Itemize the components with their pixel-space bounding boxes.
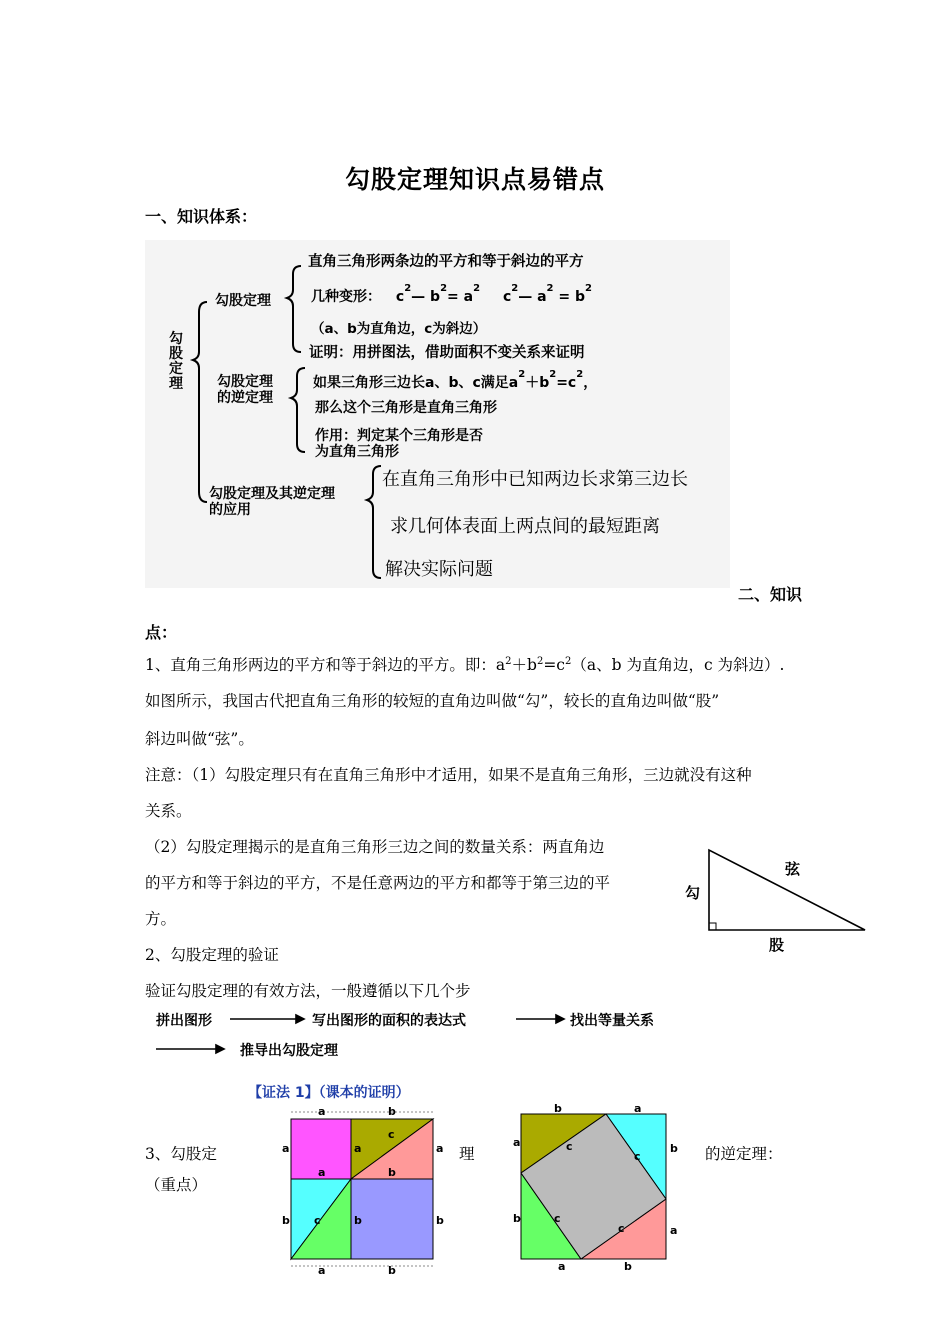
converse-heading-part1: 3、勾股定 (145, 1145, 217, 1163)
branch1-label: 勾股定理 (215, 293, 271, 309)
converse-heading-part2: 理 (459, 1145, 475, 1163)
fig1-label-b-left: b (282, 1214, 290, 1227)
section-heading-knowledge-points-part1: 二、知识 (738, 585, 803, 604)
theorem-naming-line: 如图所示，我国古代把直角三角形的较短的直角边叫做“勾”，较长的直角边叫做“股” (145, 692, 720, 710)
branch2-label: 勾股定理 的逆定理 (217, 374, 273, 406)
page-title: 勾股定理知识点易错点 (344, 165, 605, 194)
fig1-label-c-upper: c (388, 1128, 395, 1141)
fig2-label-c-1: c (566, 1140, 573, 1153)
verification-heading: 2、勾股定理的验证 (145, 946, 279, 964)
converse-heading-part3: 的逆定理： (705, 1145, 783, 1163)
right-triangle-figure (675, 840, 875, 955)
fig2-label-a-right: a (670, 1224, 678, 1237)
fig1-label-a-right: a (436, 1142, 444, 1155)
step-3: 找出等量关系 (570, 1013, 654, 1029)
triangle-label-xian: 弦 (785, 860, 801, 878)
triangle-label-gu: 股 (769, 936, 785, 954)
proof-caption: 【证法 1】（课本的证明） (248, 1085, 410, 1101)
converse-condition-formula: $a^2+b^2=c^2$， (508, 369, 598, 391)
fig2-label-a-left: a (513, 1136, 521, 1149)
fig1-label-a-top: a (318, 1105, 326, 1118)
triangle-label-gou: 勾 (685, 884, 701, 902)
variant-formula-1: $c^2—$ $b^2= a^2$ (395, 283, 481, 305)
fig1-label-a-bottom: a (318, 1264, 326, 1277)
fig1-label-b-inner: b (388, 1166, 396, 1179)
fig2-label-a-bottom: a (558, 1260, 566, 1273)
diagram-root-label: 勾股定理 (169, 331, 183, 392)
verification-intro: 验证勾股定理的有效方法，一般遵循以下几个步 (145, 982, 471, 1000)
proof-figure-1 (278, 1102, 448, 1277)
fig2-label-b-top: b (554, 1102, 562, 1115)
proof-figure-2-drawing (510, 1102, 685, 1277)
fig2-label-b-left: b (513, 1212, 521, 1225)
section-heading-knowledge-points-part2: 点： (145, 623, 178, 642)
fig2-label-b-bottom: b (624, 1260, 632, 1273)
fig1-label-a-mid: a (354, 1142, 362, 1155)
branch2-item1: 如果三角形三边长a、b、c满足$a^2+b^2=c^2$， (313, 369, 598, 391)
note-line-5: 方。 (145, 910, 177, 928)
branch2-item1-line2: 那么这个三角形是直角三角形 (315, 400, 497, 416)
branch3-item1: 在直角三角形中已知两边长求第三边长 (382, 469, 688, 490)
note-line-4: 的平方和等于斜边的平方，不是任意两边的平方和都等于第三边的平 (145, 874, 611, 892)
branch3-item3: 解决实际问题 (385, 559, 493, 580)
step-4: 推导出勾股定理 (240, 1043, 338, 1059)
branch1-item3: （a、b为直角边，c为斜边） (311, 321, 487, 337)
converse-key-point: （重点） (145, 1176, 208, 1194)
theorem-naming-line-2: 斜边叫做“弦”。 (145, 730, 254, 748)
verification-steps-flow (150, 1008, 710, 1063)
fig1-label-b-bottom: b (388, 1264, 396, 1277)
fig1-label-b-top: b (388, 1105, 396, 1118)
fig2-label-c-4: c (554, 1212, 561, 1225)
proof-figure-1-drawing (278, 1102, 448, 1277)
note-line-1: 注意：（1）勾股定理只有在直角三角形中才适用，如果不是直角三角形，三边就没有这种 (145, 766, 752, 784)
branch2-item2: 作用：判定某个三角形是否 为直角三角形 (315, 428, 483, 460)
fig2-label-b-right: b (670, 1142, 678, 1155)
pythagorean-formula: $a^2+b^2=c^2$ (495, 656, 572, 674)
branch1-item4: 证明：用拼图法，借助面积不变关系来证明 (309, 345, 585, 361)
proof-figure-2 (510, 1102, 685, 1277)
section-heading-knowledge-system: 一、知识体系： (145, 207, 258, 226)
fig1-label-c-lower: c (314, 1214, 321, 1227)
fig2-label-c-2: c (634, 1150, 641, 1163)
theorem-statement: 1、直角三角形两边的平方和等于斜边的平方。即：$a^2+b^2=c^2(a$、b 为直角边，c 为斜边）. (145, 656, 785, 674)
fig2-label-c-3: c (618, 1222, 625, 1235)
fig2-label-a-top: a (634, 1102, 642, 1115)
variant-formula-2: $c^2—$ $a^2 = b^2$ (502, 283, 592, 305)
knowledge-system-diagram (145, 240, 730, 588)
branch3-label: 勾股定理及其逆定理 的应用 (209, 486, 335, 518)
branch1-item1: 直角三角形两条边的平方和等于斜边的平方 (308, 254, 584, 270)
step-2: 写出图形的面积的表达式 (312, 1013, 466, 1029)
step-1: 拼出图形 (156, 1013, 212, 1029)
note-line-3: （2）勾股定理揭示的是直角三角形三边之间的数量关系：两直角边 (145, 838, 605, 856)
branch3-item2: 求几何体表面上两点间的最短距离 (390, 516, 660, 537)
branch1-item2 (311, 283, 592, 306)
fig1-label-a-left: a (282, 1142, 290, 1155)
note-line-2: 关系。 (145, 802, 192, 820)
fig1-label-a-inner: a (318, 1166, 326, 1179)
variants-label: 几种变形： (311, 289, 381, 305)
fig1-label-b-right: b (436, 1214, 444, 1227)
fig1-label-b-mid: b (354, 1214, 362, 1227)
